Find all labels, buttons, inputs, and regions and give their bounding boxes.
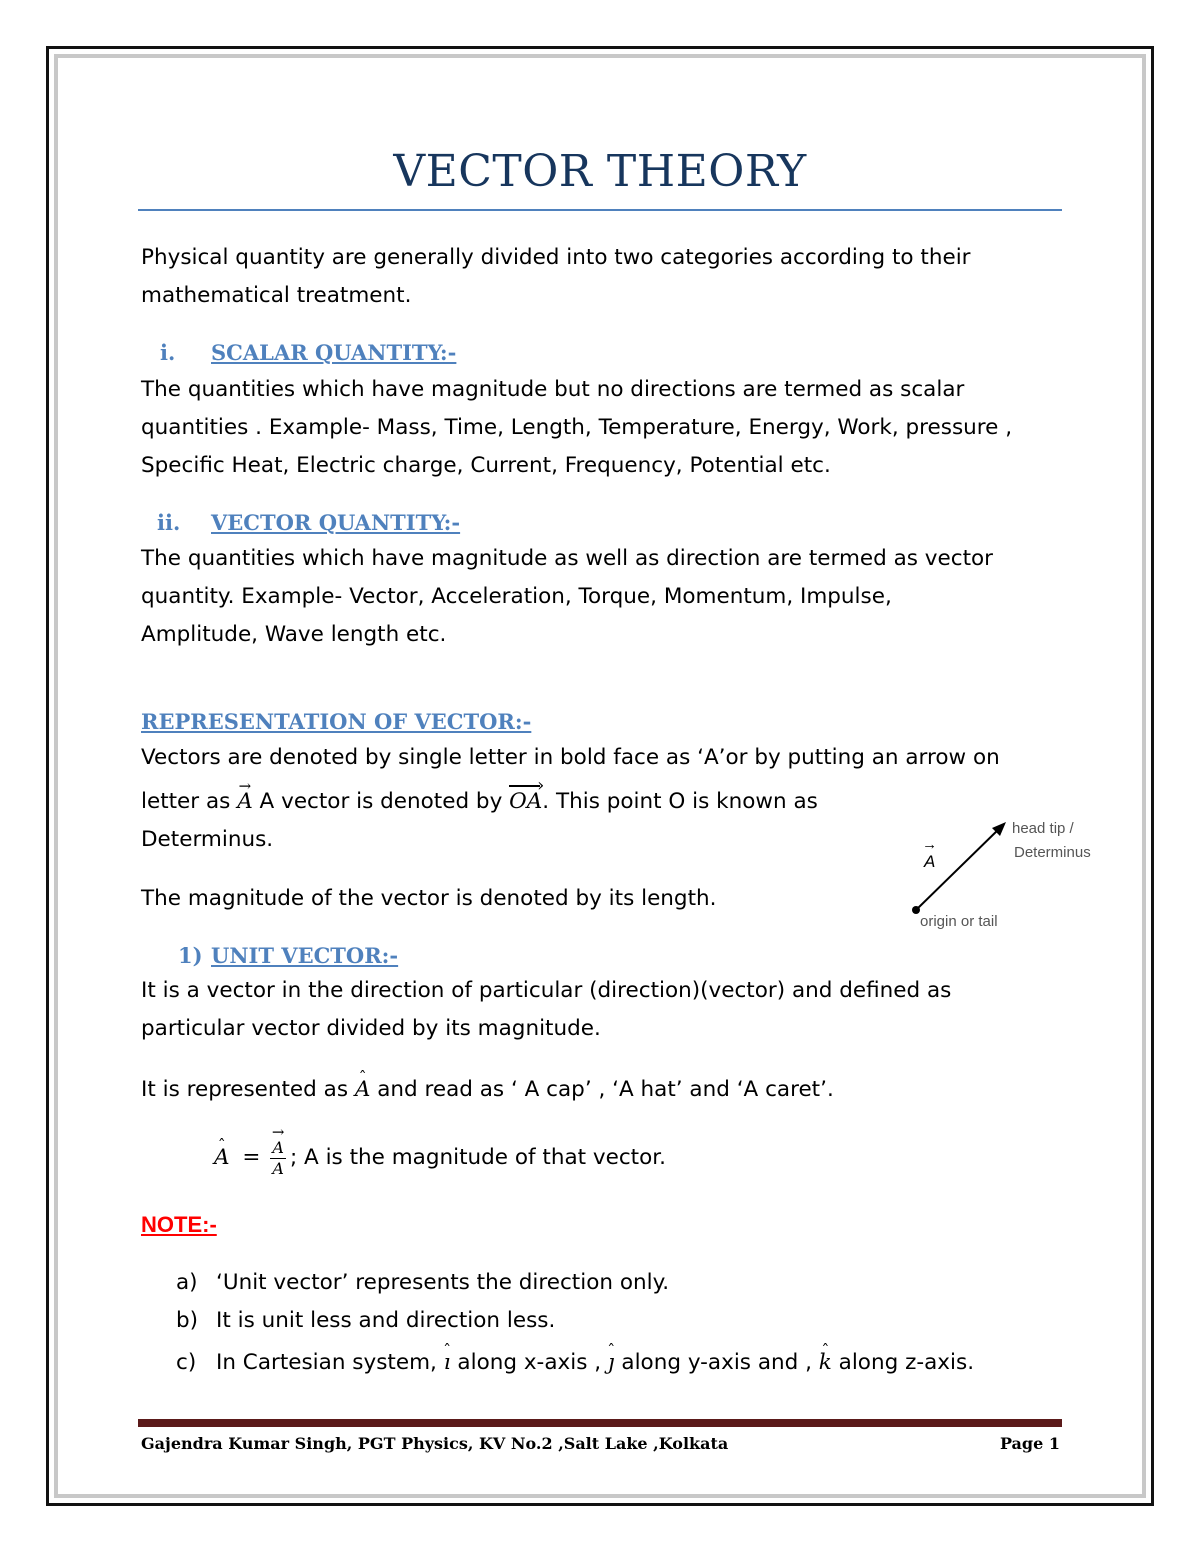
note-item-c-text-b: along x-axis , xyxy=(450,1350,608,1375)
rep-line2-a: letter as xyxy=(141,789,238,814)
figure-vector-label: A → xyxy=(924,852,935,872)
scalar-line-2: quantities . Example- Mass, Time, Length, Temperature, Energy, Work, pressure , xyxy=(141,415,1013,440)
representation-line-4: The magnitude of the vector is denoted by its length. xyxy=(141,886,717,911)
note-item-a-text: ‘Unit vector’ represents the direction only. xyxy=(216,1270,670,1295)
i-hat-symbol: ı ˆ xyxy=(444,1349,451,1377)
formula-text: ; A is the magnitude of that vector. xyxy=(289,1145,666,1170)
representation-line-3: Determinus. xyxy=(141,827,274,852)
figure-head-label-2: Determinus xyxy=(1014,844,1091,861)
intro-line-1: Physical quantity are generally divided into two categories according to their xyxy=(141,245,971,270)
scalar-marker: i. xyxy=(160,340,176,365)
unit-vector-heading: UNIT VECTOR:- xyxy=(211,943,399,968)
note-item-b-text: It is unit less and direction less. xyxy=(216,1308,556,1333)
uv-line3-a: It is represented as xyxy=(141,1077,355,1102)
note-item-c-marker: c) xyxy=(176,1350,197,1375)
page-title: VECTOR THEORY xyxy=(393,146,807,197)
a-hat-symbol: A ˆ xyxy=(355,1076,371,1104)
rep-line2-b: A vector is denoted by xyxy=(252,789,510,814)
formula-numerator: A → xyxy=(272,1138,284,1158)
vector-line-3: Amplitude, Wave length etc. xyxy=(141,622,447,647)
note-item-c xyxy=(176,1349,974,1377)
figure-tail-label: origin or tail xyxy=(920,913,998,930)
vector-a-symbol: A → xyxy=(237,788,253,816)
note-item-c-text-d: along z-axis. xyxy=(831,1350,975,1375)
footer-page-number: Page 1 xyxy=(999,1434,1060,1453)
footer-rule xyxy=(138,1419,1062,1427)
vector-line-1: The quantities which have magnitude as well as direction are termed as vector xyxy=(141,546,994,571)
unit-vector-line-1: It is a vector in the direction of particular (direction)(vector) and defined as xyxy=(141,978,952,1003)
scalar-line-1: The quantities which have magnitude but no directions are termed as scalar xyxy=(141,377,965,402)
unit-vector-line-2: particular vector divided by its magnitude. xyxy=(141,1016,601,1041)
representation-heading: REPRESENTATION OF VECTOR:- xyxy=(141,709,532,734)
figure-head-label-1: head tip / xyxy=(1012,820,1074,837)
j-hat-symbol: ȷ ˆ xyxy=(608,1349,615,1377)
scalar-line-3: Specific Heat, Electric charge, Current, Frequency, Potential etc. xyxy=(141,453,831,478)
formula-fraction xyxy=(270,1138,286,1179)
intro-line-2: mathematical treatment. xyxy=(141,283,412,308)
vector-heading: VECTOR QUANTITY:- xyxy=(211,510,461,535)
unit-vector-marker: 1) xyxy=(178,943,203,968)
note-item-b xyxy=(176,1307,555,1335)
vector-origin-dot xyxy=(912,906,920,914)
footer-author: Gajendra Kumar Singh, PGT Physics, KV No.2 ,Salt Lake ,Kolkata xyxy=(141,1434,729,1453)
vector-line-2: quantity. Example- Vector, Acceleration, Torque, Momentum, Impulse, xyxy=(141,584,892,609)
note-item-a xyxy=(176,1269,669,1297)
title-underline xyxy=(138,209,1062,211)
note-item-c-text-c: along y-axis and , xyxy=(614,1350,819,1375)
unit-vector-line-3 xyxy=(141,1076,834,1104)
note-heading: NOTE:- xyxy=(141,1212,217,1237)
note-item-a-marker: a) xyxy=(176,1270,198,1295)
representation-line-2 xyxy=(141,788,818,816)
uv-line3-b: and read as ‘ A cap’ , ‘A hat’ and ‘A caret’. xyxy=(370,1077,834,1102)
rep-line2-c: . This point O is known as xyxy=(542,789,818,814)
unit-vector-formula xyxy=(214,1130,666,1186)
note-item-c-text-a: In Cartesian system, xyxy=(216,1350,444,1375)
representation-line-1: Vectors are denoted by single letter in bold face as ‘A’or by putting an arrow on xyxy=(141,745,1000,770)
formula-equals: = xyxy=(242,1145,261,1170)
vector-marker: ii. xyxy=(157,510,181,535)
note-item-b-marker: b) xyxy=(176,1308,199,1333)
scalar-heading: SCALAR QUANTITY:- xyxy=(211,340,457,365)
formula-lhs: A ˆ xyxy=(214,1130,230,1186)
k-hat-symbol: k ˆ xyxy=(819,1349,832,1377)
formula-denominator: A xyxy=(272,1158,284,1178)
vector-oa-symbol: OA › xyxy=(509,788,542,816)
